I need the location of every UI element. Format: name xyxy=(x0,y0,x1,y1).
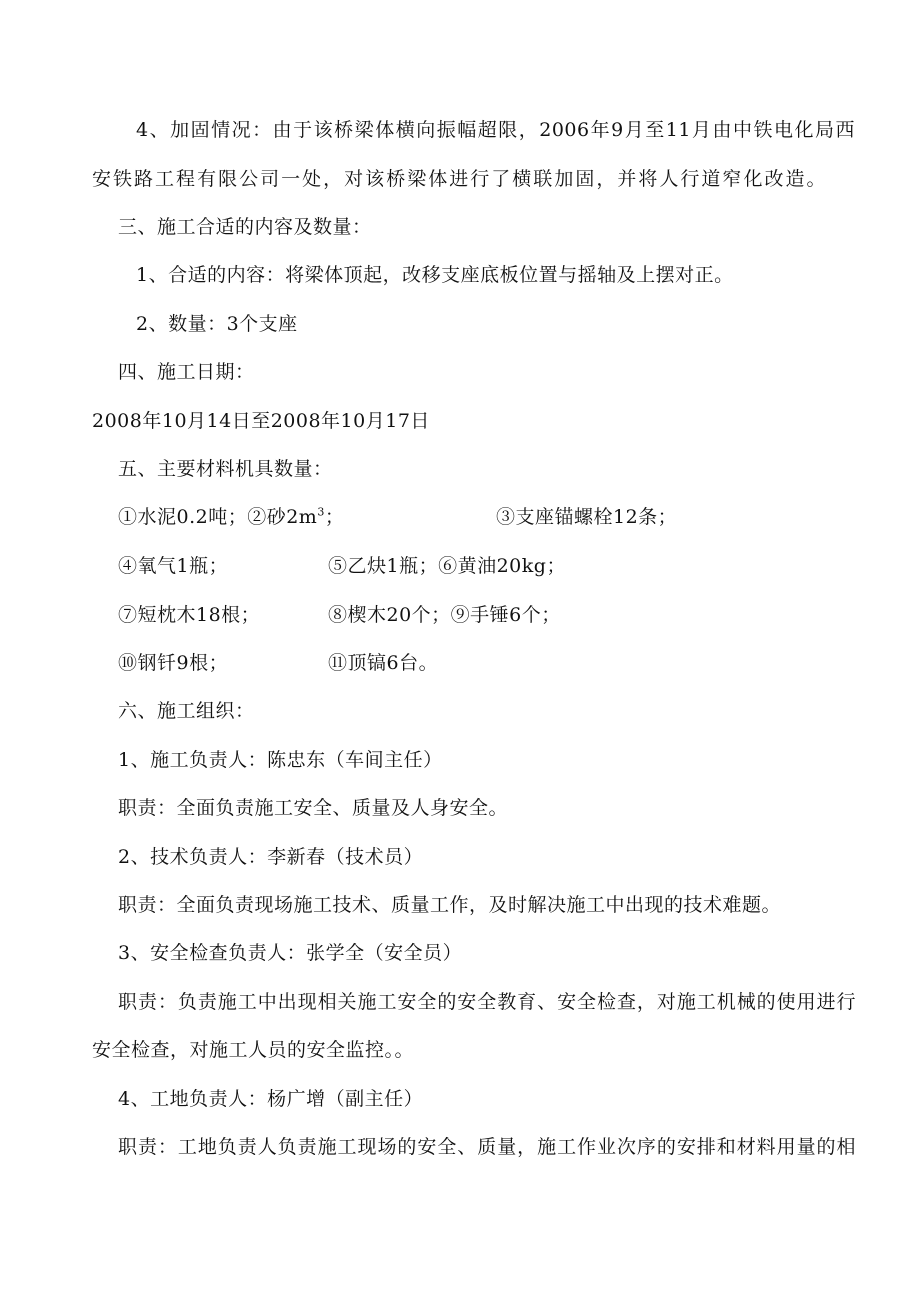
materials-row-4-left: ⑩钢钎9根； xyxy=(118,652,229,674)
materials-row-2-right: ⑤乙炔1瓶；⑥黄油20kg； xyxy=(328,555,566,577)
materials-row-1-right: ③支座锚螺栓12条； xyxy=(496,506,678,528)
org-role-3-duty-line1: 职责：负责施工中出现相关施工安全的安全教育、安全检查，对施工机械的使用进行 xyxy=(118,991,856,1013)
org-role-2-title: 2、技术负责人：李新春（技术员） xyxy=(118,846,424,868)
materials-row-1-left: ①水泥0.2吨；②砂$2m^3$； xyxy=(118,505,345,528)
materials-row-4-right: ⑪顶镐6台。 xyxy=(328,652,439,674)
paragraph-reinforcement-line2: 安铁路工程有限公司一处，对该桥梁体进行了横联加固，并将人行道窄化改造。 xyxy=(92,168,826,190)
materials-row-3-right: ⑧楔木20个；⑨手锤6个； xyxy=(328,604,561,626)
org-role-2-duty: 职责：全面负责现场施工技术、质量工作，及时解决施工中出现的技术难题。 xyxy=(118,894,782,916)
section-6-heading: 六、施工组织： xyxy=(118,700,255,722)
org-role-4-title: 4、工地负责人：杨广增（副主任） xyxy=(118,1088,424,1110)
materials-row-2-left: ④氧气1瓶； xyxy=(118,555,229,577)
section-3-item-content: 1、合适的内容：将梁体顶起，改移支座底板位置与摇轴及上摆对正。 xyxy=(136,264,734,286)
materials-row-3-left: ⑦短枕木18根； xyxy=(118,604,261,626)
section-4-heading: 四、施工日期： xyxy=(118,361,255,383)
section-3-item-quantity: 2、数量：3个支座 xyxy=(136,313,298,335)
section-5-heading: 五、主要材料机具数量： xyxy=(118,458,333,480)
paragraph-reinforcement-line1: 4、加固情况：由于该桥梁体横向振幅超限，2006年9月至11月由中铁电化局西 xyxy=(136,119,855,141)
section-3-heading: 三、施工合适的内容及数量： xyxy=(118,216,372,238)
org-role-1-title: 1、施工负责人：陈忠东（车间主任） xyxy=(118,749,443,771)
org-role-3-title: 3、安全检查负责人：张学全（安全员） xyxy=(118,942,463,964)
org-role-3-duty-line2: 安全检查，对施工人员的安全监控。。 xyxy=(92,1039,415,1061)
construction-date-range: 2008年10月14日至2008年10月17日 xyxy=(92,410,430,432)
org-role-4-duty-line1: 职责：工地负责人负责施工现场的安全、质量，施工作业次序的安排和材料用量的相 xyxy=(118,1136,856,1158)
org-role-1-duty: 职责：全面负责施工安全、质量及人身安全。 xyxy=(118,797,509,819)
